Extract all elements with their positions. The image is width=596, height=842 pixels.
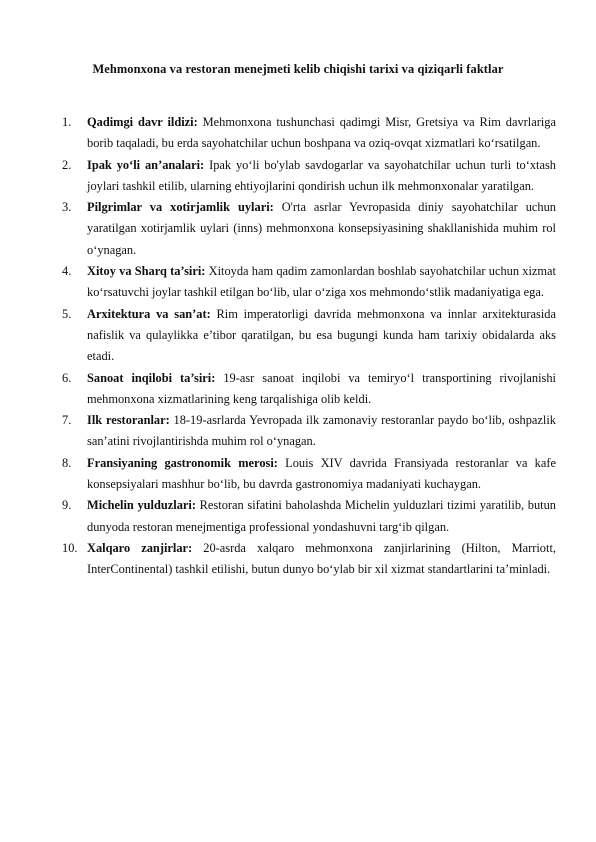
item-text: 19-asr sanoat inqilobi va temiryo‘l transportining rivojlanishi mehmonxona xizmatlarining keng tarqalishiga olib keldi. [87,370,556,406]
item-text: Restoran sifatini baholashda Michelin yulduzlari tizimi yaratilib, butun dunyoda restoran menejmentiga professional yondashuvni targ‘ib qilgan. [87,498,557,534]
item-number: 5. [62,306,72,321]
list-item [62,410,556,453]
list-item [62,261,556,304]
item-heading: Sanoat inqilobi ta’siri: [87,370,216,385]
item-number: 4. [62,264,72,279]
item-heading: Qadimgi davr ildizi: [87,115,198,129]
item-heading: Fransiyaning gastronomik merosi: [87,455,278,470]
item-heading: Ilk restoranlar: [87,413,170,428]
item-text: O'rta asrlar Yevropasida diniy sayohatchilar uchun yaratilgan xotirjamlik uylari (inns) mehmonxona konsepsiyasining shakllanishida muhim rol o‘ynagan. [87,200,556,257]
item-number: 8. [62,455,72,470]
item-heading: Michelin yulduzlari: [87,498,196,513]
item-number: 1. [62,115,72,129]
item-text: 18-19-asrlarda Yevropada ilk zamonaviy restoranlar paydo bo‘lib, oshpazlik san’atini rivojlantirishda muhim rol o‘ynagan. [87,413,556,449]
list-item [62,538,556,581]
item-number: 6. [62,370,72,385]
item-text: 20-asrda xalqaro mehmonxona zanjirlarining (Hilton, Marriott, InterContinental) tashkil etilishi, butun dunyo bo‘ylab bir xil xizmat standartlarini ta’minladi. [87,540,556,577]
facts-list [62,112,556,581]
list-item [62,495,556,538]
list-item [62,368,556,411]
item-heading: Xitoy va Sharq ta’siri: [87,264,206,279]
item-text: Louis XIV davrida Fransiyada restoranlar va kafe konsepsiyalari mashhur bo‘lib, bu davrda gastronomiya madaniyati kuchaygan. [87,455,556,492]
item-number: 2. [62,157,72,172]
list-item [62,112,556,155]
item-text: Mehmonxona tushunchasi qadimgi Misr, Gretsiya va Rim davrlariga borib taqaladi, bu erda sayohatchilar uchun boshpana va oziq-ovqat xizmatlari ko‘rsatilgan. [87,115,557,151]
list-item [62,155,556,198]
item-heading: Arxitektura va san’at: [87,306,211,321]
item-number: 9. [62,498,72,513]
list-item [62,453,556,496]
item-text: Xitoyda ham qadim zamonlardan boshlab sayohatchilar uchun xizmat ko‘rsatuvchi joylar tashkil etilgan bo‘lib, ular o‘ziga xos mehmondo‘stlik madaniyatiga ega. [87,264,556,300]
page-title: Mehmonxona va restoran menejmeti kelib chiqishi tarixi va qiziqarli faktlar [92,62,504,76]
item-number: 10. [62,540,78,555]
item-heading: Ipak yo‘li an’analari: [87,157,205,172]
item-heading: Pilgrimlar va xotirjamlik uylari: [87,200,274,215]
list-item [62,304,556,368]
item-number: 7. [62,413,72,428]
item-heading: Xalqaro zanjirlar: [87,540,193,555]
list-item [62,197,556,261]
item-text: Rim imperatorligi davrida mehmonxona va innlar arxitekturasida nafislik va qulaylikka e’tibor qaratilgan, bu esa bugungi kunda ham tarixiy obidalarda aks etadi. [87,306,556,364]
item-text: Ipak yo‘li bo'ylab savdogarlar va sayohatchilar uchun turli to‘xtash joylari tashkil etilib, ularning ehtiyojlarini qondirish uchun ilk mehmonxonalar yaratilgan. [87,157,556,193]
item-number: 3. [62,200,72,215]
